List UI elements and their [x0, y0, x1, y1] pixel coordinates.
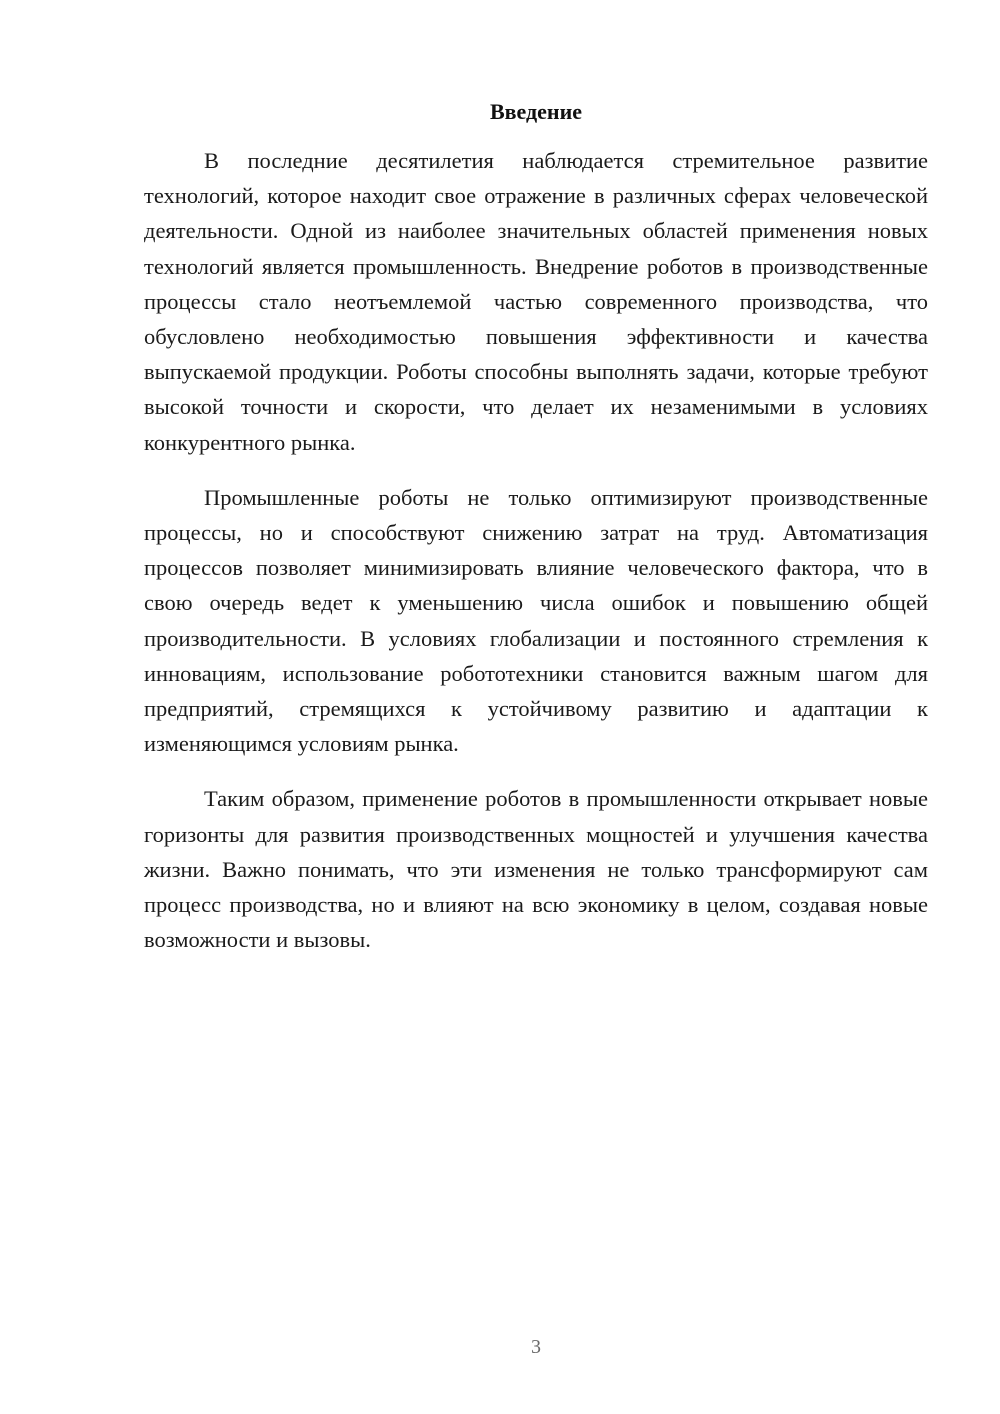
paragraph-3: Таким образом, применение роботов в промышленности открывает новые горизонты для развития производственных мощностей и улучшения качества жизни. Важно понимать, что эти изменения не только трансформируют сам процесс производства, но и влияют на всю экономику в целом, создавая новые возможности и вызовы. — [144, 786, 928, 953]
body-text — [144, 143, 928, 977]
page-number: 3 — [531, 1336, 541, 1358]
paragraph-2: Промышленные роботы не только оптимизируют производственные процессы, но и способствуют снижению затрат на труд. Автоматизация процессов позволяет минимизировать влияние человеческого фактора, что в свою очередь ведет к уменьшению числа ошибок и повышению общей производительности. В условиях глобализации и постоянного стремления к инновациям, использование робототехники становится важным шагом для предприятий, стремящихся к устойчивому развитию и адаптации к изменяющимся условиям рынка. — [144, 484, 928, 757]
section-heading: Введение — [489, 99, 583, 124]
paragraph-1: В последние десятилетия наблюдается стремительное развитие технологий, которое находит свое отражение в различных сферах человеческой деятельности. Одной из наиболее значительных областей применения новых технологий является промышленность. Внедрение роботов в производственные процессы стало неотъемлемой частью современного производства, что обусловлено необходимостью повышения эффективности и качества выпускаемой продукции. Роботы способны выполнять задачи, которые требуют высокой точности и скорости, что делает их незаменимыми в условиях конкурентного рынка. — [144, 148, 928, 455]
